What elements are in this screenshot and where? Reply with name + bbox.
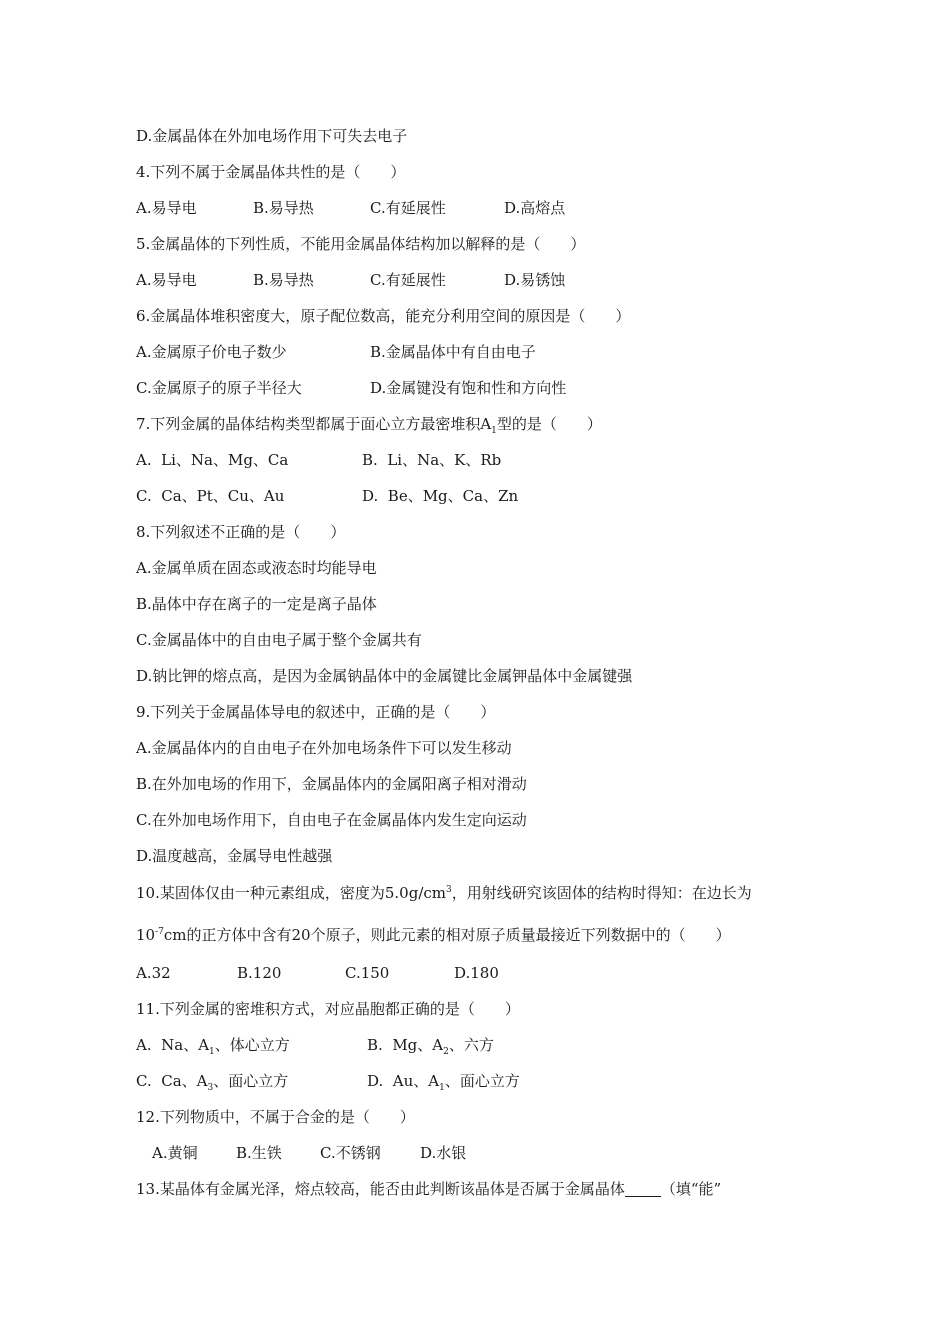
q11-option-b [367, 1035, 494, 1062]
q11-option-c-text: C. Ca、A [136, 1072, 208, 1090]
q6-option-c: C.金属原子的原子半径大 [136, 379, 302, 397]
q9-option-b: B.在外加电场的作用下，金属晶体内的金属阳离子相对滑动 [136, 775, 527, 793]
q5-stem: 5.金属晶体的下列性质，不能用金属晶体结构加以解释的是（ ） [136, 235, 586, 253]
q12-stem: 12.下列物质中，不属于合金的是（ ） [136, 1108, 415, 1126]
q13-answer-blank[interactable] [625, 1181, 661, 1197]
q10-option-c: C.150 [345, 964, 390, 982]
q7-stem-text: 7.下列金属的晶体结构类型都属于面心立方最密堆积A [136, 415, 492, 433]
q7-option-a: A. Li、Na、Mg、Ca [136, 451, 289, 469]
q11-option-a-text: A. Na、A [136, 1036, 210, 1054]
q5-option-d: D.易锈蚀 [504, 271, 566, 289]
q8-option-c: C.金属晶体中的自由电子属于整个金属共有 [136, 631, 422, 649]
q7-stem-subscript: 1 [491, 426, 497, 436]
q12-option-b: B.生铁 [236, 1144, 282, 1162]
q11-option-d-tail: 、面心立方 [444, 1072, 520, 1090]
q10-option-d: D.180 [454, 964, 499, 982]
q11-option-b-tail: 、六方 [448, 1036, 494, 1054]
q13-stem-text: 13.某晶体有金属光泽，熔点较高，能否由此判断该晶体是否属于金属晶体 [136, 1180, 625, 1198]
q8-option-b: B.晶体中存在离子的一定是离子晶体 [136, 595, 377, 613]
q9-stem: 9.下列关于金属晶体导电的叙述中，正确的是（ ） [136, 703, 496, 721]
q11-option-c-tail: 、面心立方 [213, 1072, 289, 1090]
q11-stem: 11.下列金属的密堆积方式，对应晶胞都正确的是（ ） [136, 1000, 520, 1018]
q11-option-a [136, 1035, 290, 1062]
q6-option-a: A.金属原子价电子数少 [136, 343, 287, 361]
q11-option-a-tail: 、体心立方 [214, 1036, 290, 1054]
q11-option-b-subscript: 2 [443, 1047, 449, 1057]
q7-stem-tail: 型的是（ ） [496, 415, 602, 433]
q4-option-a: A.易导电 [136, 199, 197, 217]
q4-stem: 4.下列不属于金属晶体共性的是（ ） [136, 163, 406, 181]
q9-option-a: A.金属晶体内的自由电子在外加电场条件下可以发生移动 [136, 739, 512, 757]
q7-option-c: C. Ca、Pt、Cu、Au [136, 487, 285, 505]
q11-option-d-text: D. Au、A [367, 1072, 440, 1090]
q12-option-c: C.不锈钢 [320, 1144, 381, 1162]
q11-option-b-text: B. Mg、A [367, 1036, 444, 1054]
q5-option-c: C.有延展性 [370, 271, 446, 289]
q11-option-c-subscript: 3 [207, 1083, 214, 1093]
q10-stem-line1 [136, 880, 752, 903]
q7-option-b: B. Li、Na、K、Rb [362, 451, 502, 469]
q7-stem [136, 414, 602, 441]
q11-option-d [367, 1071, 520, 1098]
q10-stem-text-2: 10 [136, 926, 156, 944]
q6-option-b: B.金属晶体中有自由电子 [370, 343, 536, 361]
q10-stem-text-1: 10.某固体仅由一种元素组成，密度为5.0g/cm [136, 884, 446, 902]
q13-stem-tail: （填“能” [660, 1180, 722, 1198]
q10-option-b: B.120 [237, 964, 282, 982]
q4-option-b: B.易导热 [253, 199, 314, 217]
q8-stem: 8.下列叙述不正确的是（ ） [136, 523, 346, 541]
q10-stem-tail-1: ，用射线研究该固体的结构时得知：在边长为 [451, 884, 752, 902]
q7-option-d: D. Be、Mg、Ca、Zn [362, 487, 519, 505]
q10-stem-line2 [136, 922, 731, 945]
q13-stem [136, 1179, 721, 1199]
q3-option-d: D.金属晶体在外加电场作用下可失去电子 [136, 127, 408, 145]
q4-option-d: D.高熔点 [504, 199, 566, 217]
q10-stem-superscript-1: 3 [446, 885, 452, 895]
q10-stem-superscript-2: -7 [155, 927, 164, 937]
q6-option-d: D.金属键没有饱和性和方向性 [370, 379, 567, 397]
q5-option-a: A.易导电 [136, 271, 197, 289]
q11-option-c [136, 1071, 288, 1098]
q6-stem: 6.金属晶体堆积密度大，原子配位数高，能充分利用空间的原因是（ ） [136, 307, 631, 325]
q8-option-d: D.钠比钾的熔点高，是因为金属钠晶体中的金属键比金属钾晶体中金属键强 [136, 667, 633, 685]
q12-option-a: A.黄铜 [152, 1144, 198, 1162]
q9-option-c: C.在外加电场作用下，自由电子在金属晶体内发生定向运动 [136, 811, 527, 829]
q5-option-b: B.易导热 [253, 271, 314, 289]
q12-option-d: D.水银 [420, 1144, 467, 1162]
q9-option-d: D.温度越高，金属导电性越强 [136, 847, 333, 865]
q10-stem-tail-2: cm的正方体中含有20个原子，则此元素的相对原子质量最接近下列数据中的（ ） [163, 926, 731, 944]
q8-option-a: A.金属单质在固态或液态时均能导电 [136, 559, 377, 577]
q4-option-c: C.有延展性 [370, 199, 446, 217]
q11-option-a-subscript: 1 [209, 1047, 215, 1057]
q11-option-d-subscript: 1 [439, 1083, 445, 1093]
q10-option-a: A.32 [136, 964, 171, 982]
